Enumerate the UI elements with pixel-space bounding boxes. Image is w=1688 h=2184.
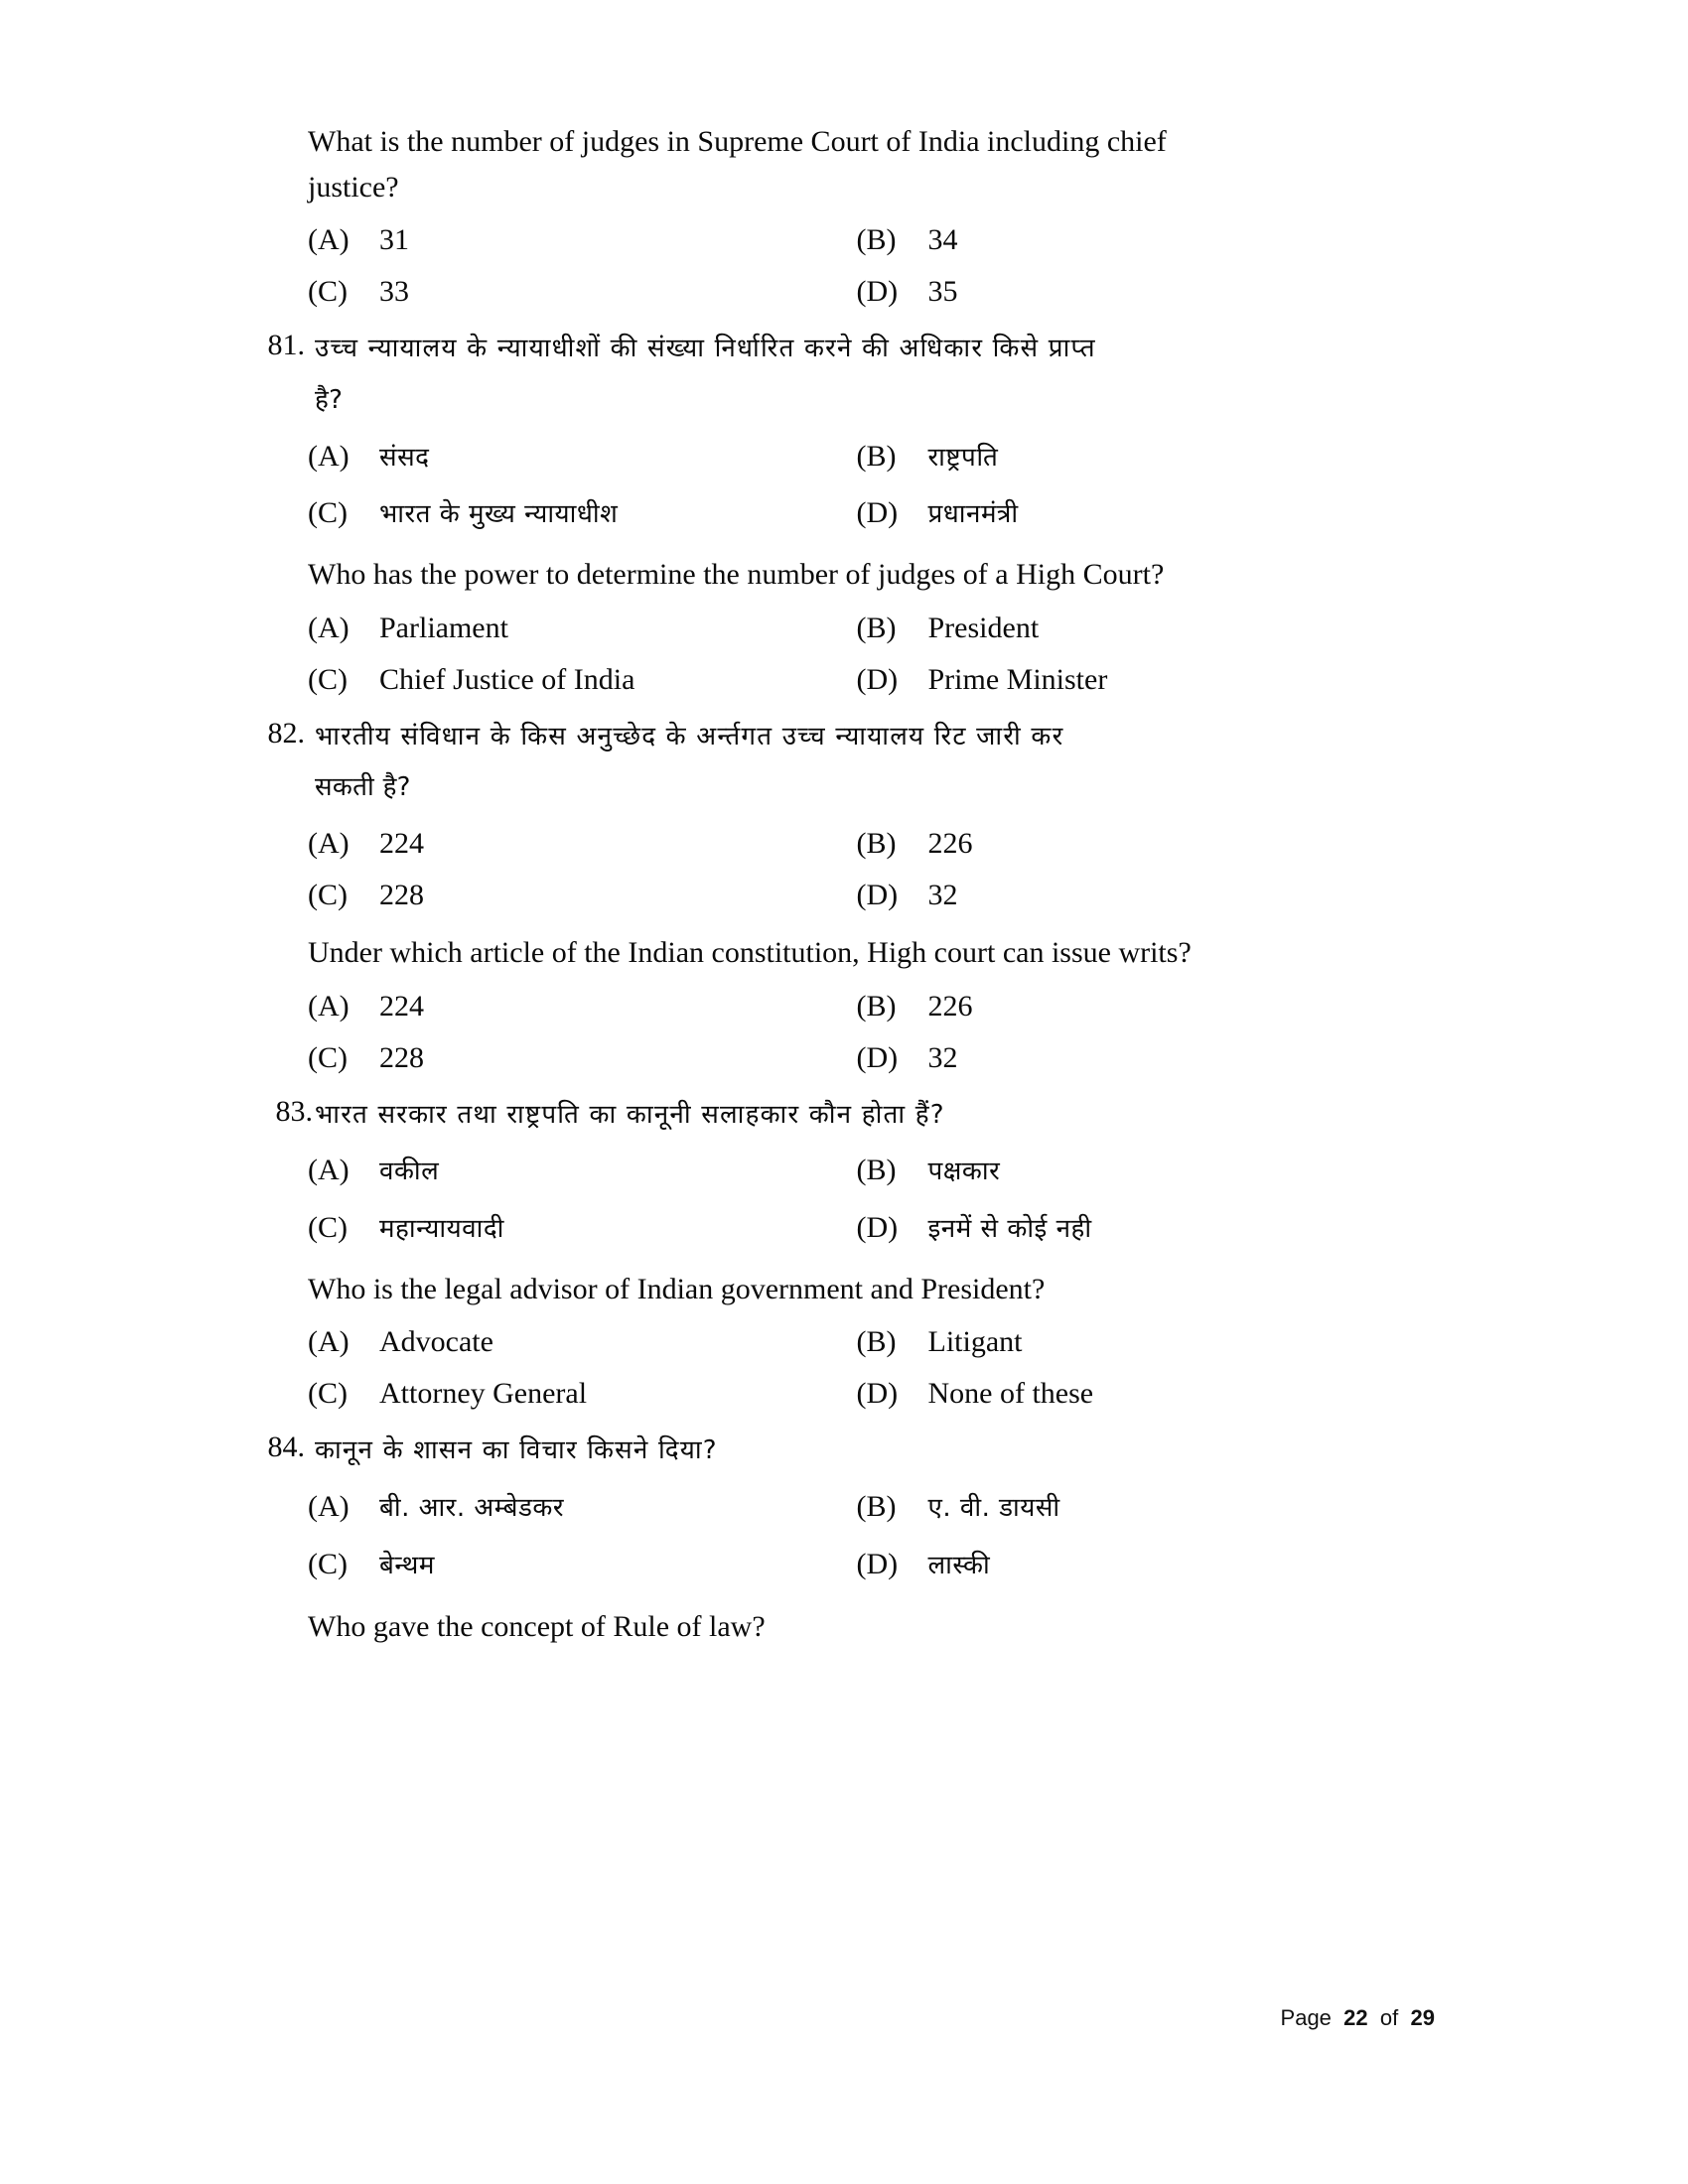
stem-text: है?	[315, 384, 344, 415]
option-a[interactable]	[308, 612, 857, 645]
question-list	[253, 119, 1405, 1650]
option-c[interactable]	[308, 1377, 857, 1411]
option-label-d: (D)	[856, 496, 899, 530]
option-c[interactable]	[308, 1041, 857, 1075]
stem-line: What is the number of judges in Supreme Court of India including chief	[308, 125, 1167, 158]
option-text-c: Attorney General	[379, 1377, 588, 1411]
question-number: 84.	[267, 1431, 305, 1464]
question-stem-q82-en	[253, 930, 1405, 976]
option-text-b: राष्ट्रपति	[927, 442, 999, 473]
options-q84-hi	[253, 1490, 1405, 1584]
question-stem-q81-en	[253, 552, 1405, 598]
option-d[interactable]	[857, 1548, 1406, 1585]
option-row	[253, 879, 1405, 912]
options-q83-en	[253, 1325, 1405, 1411]
footer-page-current: 22	[1343, 2005, 1368, 2030]
option-label-b: (B)	[856, 826, 897, 860]
stem-text: सकती है?	[315, 772, 411, 803]
option-b[interactable]	[857, 827, 1406, 861]
footer-prefix: Page	[1280, 2005, 1332, 2030]
question-stem-q83-hi	[253, 1094, 1405, 1135]
options-q80-en	[253, 223, 1405, 309]
option-row	[253, 663, 1405, 697]
option-c[interactable]	[308, 1548, 857, 1585]
stem-line: Who gave the concept of Rule of law?	[308, 1610, 766, 1644]
option-text-c: भारत के मुख्य न्यायाधीश	[379, 499, 619, 530]
option-text-a: 31	[379, 223, 409, 257]
question-number: 83.	[275, 1094, 313, 1128]
question-number: 82.	[267, 716, 305, 750]
option-label-d: (D)	[856, 1210, 899, 1244]
option-text-c: Chief Justice of India	[379, 662, 635, 696]
option-b[interactable]	[857, 1325, 1406, 1359]
option-text-d: प्रधानमंत्री	[927, 499, 1019, 530]
question-stem-q80-en	[253, 119, 1405, 209]
option-text-a: 224	[379, 826, 424, 860]
option-row	[253, 1154, 1405, 1191]
options-q83-hi	[253, 1154, 1405, 1248]
option-text-a: 224	[379, 989, 424, 1023]
option-label-c: (C)	[308, 878, 348, 911]
option-a[interactable]	[308, 1154, 857, 1191]
question-stem-q81-hi	[253, 331, 1405, 419]
stem-line: justice?	[308, 170, 399, 204]
option-label-a: (A)	[308, 1489, 350, 1523]
question-stem-q84-hi	[253, 1433, 1405, 1470]
stem-line	[253, 716, 1405, 756]
option-row	[253, 990, 1405, 1024]
option-text-c: 33	[379, 275, 409, 309]
option-label-a: (A)	[308, 989, 350, 1023]
option-label-b: (B)	[856, 1154, 897, 1187]
option-text-b: 226	[927, 826, 973, 860]
page-footer	[0, 2005, 1688, 2031]
option-text-d: None of these	[927, 1377, 1094, 1411]
option-label-b: (B)	[856, 989, 897, 1023]
option-text-c: 228	[379, 1040, 424, 1074]
option-label-c: (C)	[308, 1040, 348, 1074]
option-label-c: (C)	[308, 662, 348, 696]
option-text-d: 32	[927, 878, 958, 911]
option-text-a: बी. आर. अम्बेडकर	[379, 1492, 565, 1523]
option-label-a: (A)	[308, 439, 350, 473]
stem-text: भारत सरकार तथा राष्ट्रपति का कानूनी सलाहकार कौन होता हैं?	[315, 1099, 945, 1130]
option-d[interactable]	[857, 496, 1406, 534]
option-label-d: (D)	[856, 662, 899, 696]
stem-line	[253, 1094, 1405, 1135]
option-b[interactable]	[857, 1490, 1406, 1528]
option-text-b: President	[927, 611, 1040, 644]
option-c[interactable]	[308, 1211, 857, 1249]
option-label-d: (D)	[856, 275, 899, 309]
option-label-d: (D)	[856, 878, 899, 911]
option-text-d: 35	[927, 275, 958, 309]
option-text-b: ए. वी. डायसी	[927, 1492, 1060, 1523]
stem-text: कानून के शासन का विचार किसने दिया?	[315, 1435, 718, 1466]
option-label-b: (B)	[856, 1325, 897, 1359]
option-b[interactable]	[857, 440, 1406, 478]
stem-text: भारतीय संविधान के किस अनुच्छेद के अर्न्तगत उच्च न्यायालय रिट जारी कर	[315, 721, 1064, 751]
question-stem-q82-hi	[253, 716, 1405, 807]
option-d[interactable]	[857, 879, 1406, 912]
option-label-b: (B)	[856, 439, 897, 473]
option-text-b: 34	[927, 223, 958, 257]
option-label-c: (C)	[308, 1210, 348, 1244]
option-text-d: इनमें से कोई नही	[927, 1213, 1092, 1244]
question-number: 81.	[267, 329, 305, 362]
options-q82-en	[253, 990, 1405, 1075]
option-b[interactable]	[857, 612, 1406, 645]
option-label-b: (B)	[856, 611, 897, 644]
options-q82-hi	[253, 827, 1405, 912]
option-label-a: (A)	[308, 611, 350, 644]
stem-line	[253, 769, 1405, 807]
option-c[interactable]	[308, 275, 857, 309]
stem-text: उच्च न्यायालय के न्यायाधीशों की संख्या निर्धारित करने की अधिकार किसे प्राप्त	[315, 334, 1096, 364]
option-label-a: (A)	[308, 223, 350, 257]
option-text-b: 226	[927, 989, 973, 1023]
option-row	[253, 827, 1405, 861]
stem-line: Who is the legal advisor of Indian government and President?	[308, 1272, 1046, 1305]
stem-line: Who has the power to determine the number of judges of a High Court?	[308, 557, 1165, 591]
option-text-c: बेन्थम	[379, 1550, 435, 1580]
option-label-d: (D)	[856, 1040, 899, 1074]
option-text-a: Advocate	[379, 1325, 493, 1359]
option-label-b: (B)	[856, 223, 897, 257]
option-row	[253, 275, 1405, 309]
option-text-c: महान्यायवादी	[379, 1213, 504, 1244]
option-row	[253, 612, 1405, 645]
option-row	[253, 440, 1405, 478]
option-b[interactable]	[857, 1154, 1406, 1191]
option-a[interactable]	[308, 440, 857, 478]
option-a[interactable]	[308, 827, 857, 861]
option-c[interactable]	[308, 496, 857, 534]
option-row	[253, 496, 1405, 534]
option-a[interactable]	[308, 223, 857, 257]
option-row	[253, 1325, 1405, 1359]
options-q81-en	[253, 612, 1405, 697]
option-c[interactable]	[308, 879, 857, 912]
question-stem-q84-en	[253, 1604, 1405, 1650]
footer-page-total: 29	[1410, 2005, 1435, 2030]
option-label-b: (B)	[856, 1489, 897, 1523]
option-label-c: (C)	[308, 496, 348, 530]
stem-line	[253, 331, 1405, 368]
question-stem-q83-en	[253, 1267, 1405, 1312]
option-text-a: Parliament	[379, 611, 508, 644]
option-d[interactable]	[857, 275, 1406, 309]
option-label-d: (D)	[856, 1547, 899, 1580]
option-b[interactable]	[857, 223, 1406, 257]
option-row	[253, 1490, 1405, 1528]
option-b[interactable]	[857, 990, 1406, 1024]
options-q81-hi	[253, 440, 1405, 534]
option-text-a: वकील	[379, 1157, 440, 1187]
option-text-c: 228	[379, 878, 424, 911]
option-a[interactable]	[308, 990, 857, 1024]
option-a[interactable]	[308, 1490, 857, 1528]
stem-line	[253, 382, 1405, 420]
option-text-b: पक्षकार	[927, 1157, 1001, 1187]
stem-line: Under which article of the Indian constitution, High court can issue writs?	[308, 935, 1192, 969]
option-row	[253, 223, 1405, 257]
option-d[interactable]	[857, 663, 1406, 697]
option-c[interactable]	[308, 663, 857, 697]
option-label-a: (A)	[308, 1325, 350, 1359]
option-text-b: Litigant	[927, 1325, 1023, 1359]
option-label-c: (C)	[308, 1377, 348, 1411]
option-row	[253, 1211, 1405, 1249]
option-text-d: लास्की	[927, 1550, 991, 1580]
option-label-c: (C)	[308, 275, 348, 309]
option-a[interactable]	[308, 1325, 857, 1359]
option-label-a: (A)	[308, 1154, 350, 1187]
option-row	[253, 1041, 1405, 1075]
footer-middle: of	[1379, 2005, 1399, 2030]
option-label-a: (A)	[308, 826, 350, 860]
option-row	[253, 1377, 1405, 1411]
option-row	[253, 1548, 1405, 1585]
option-text-d: 32	[927, 1040, 958, 1074]
option-label-c: (C)	[308, 1547, 348, 1580]
option-label-d: (D)	[856, 1377, 899, 1411]
option-d[interactable]	[857, 1041, 1406, 1075]
option-text-d: Prime Minister	[927, 662, 1108, 696]
stem-line	[253, 1433, 1405, 1470]
option-d[interactable]	[857, 1211, 1406, 1249]
option-text-a: संसद	[379, 442, 430, 473]
option-d[interactable]	[857, 1377, 1406, 1411]
